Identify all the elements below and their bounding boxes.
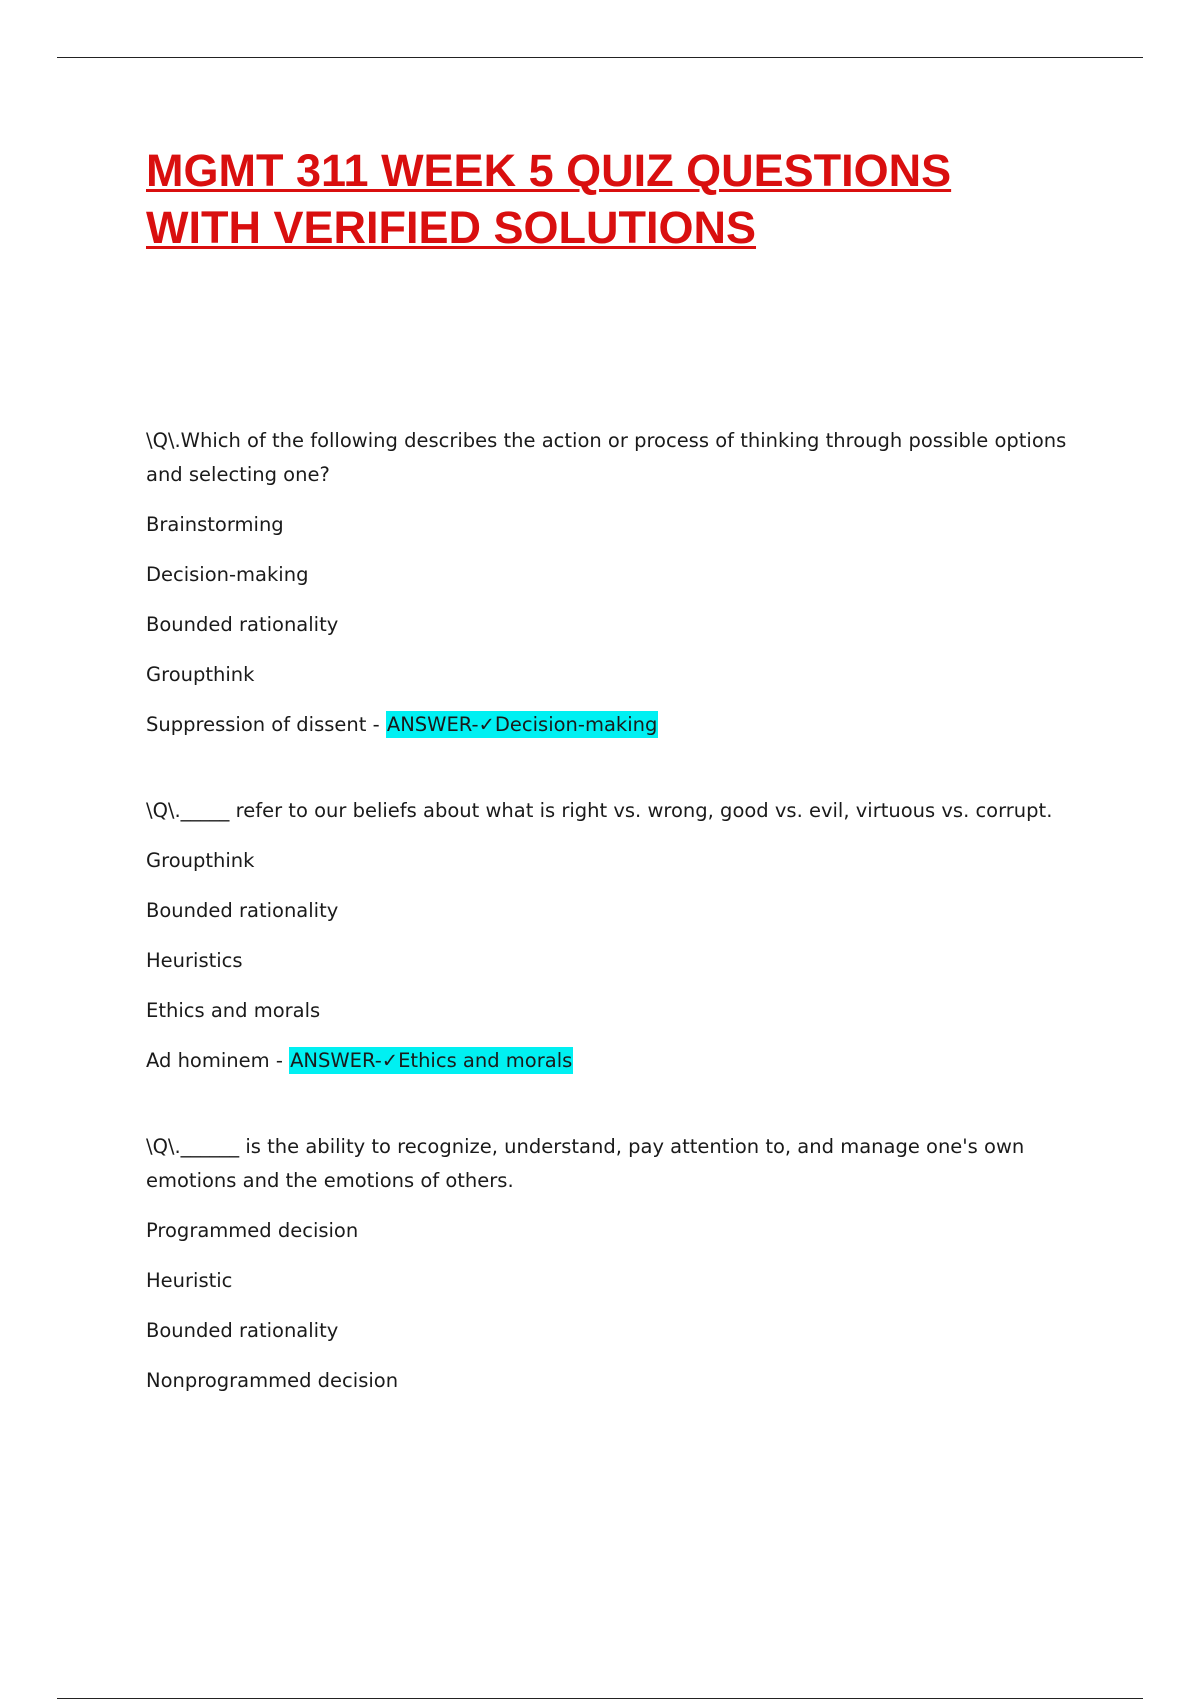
answer-option: Groupthink — [146, 663, 255, 686]
answer-line — [146, 708, 1106, 742]
answer-option: Decision-making — [146, 563, 309, 586]
answer-option: Bounded rationality — [146, 899, 339, 922]
question-text: \Q\._____ refer to our beliefs about what is right vs. wrong, good vs. evil, virtuous vs. corrupt. — [146, 799, 1053, 822]
question-text: \Q\.Which of the following describes the action or process of thinking through possible options and selecting one? — [146, 429, 1067, 486]
answer-option: Suppression of dissent - — [146, 713, 386, 736]
question-block-2 — [146, 794, 1106, 1078]
answer-option: Heuristic — [146, 1269, 233, 1292]
answer-option: Bounded rationality — [146, 1319, 339, 1342]
question-block-3 — [146, 1130, 1106, 1398]
answer-option: Heuristics — [146, 949, 243, 972]
answer-line — [146, 1044, 1106, 1078]
answer-option: Programmed decision — [146, 1219, 359, 1242]
answer-option: Brainstorming — [146, 513, 284, 536]
document-title-line-2: WITH VERIFIED SOLUTIONS — [146, 202, 757, 253]
correct-answer-highlight: ANSWER-✓Decision-making — [386, 713, 658, 736]
answer-option: Groupthink — [146, 849, 255, 872]
footer-rule — [57, 1698, 1143, 1699]
answer-option: Ad hominem - — [146, 1049, 290, 1072]
correct-answer-highlight: ANSWER-✓Ethics and morals — [290, 1049, 573, 1072]
question-block-1 — [146, 424, 1106, 742]
question-text: \Q\.______ is the ability to recognize, understand, pay attention to, and manage one's own emotions and the emotions of others. — [146, 1135, 1025, 1192]
header-rule — [57, 57, 1143, 58]
answer-option: Ethics and morals — [146, 999, 321, 1022]
document-title — [146, 142, 1106, 256]
answer-option: Bounded rationality — [146, 613, 339, 636]
quiz-content — [146, 424, 1106, 1450]
answer-option: Nonprogrammed decision — [146, 1369, 399, 1392]
document-title-line-1: MGMT 311 WEEK 5 QUIZ QUESTIONS — [146, 145, 952, 196]
